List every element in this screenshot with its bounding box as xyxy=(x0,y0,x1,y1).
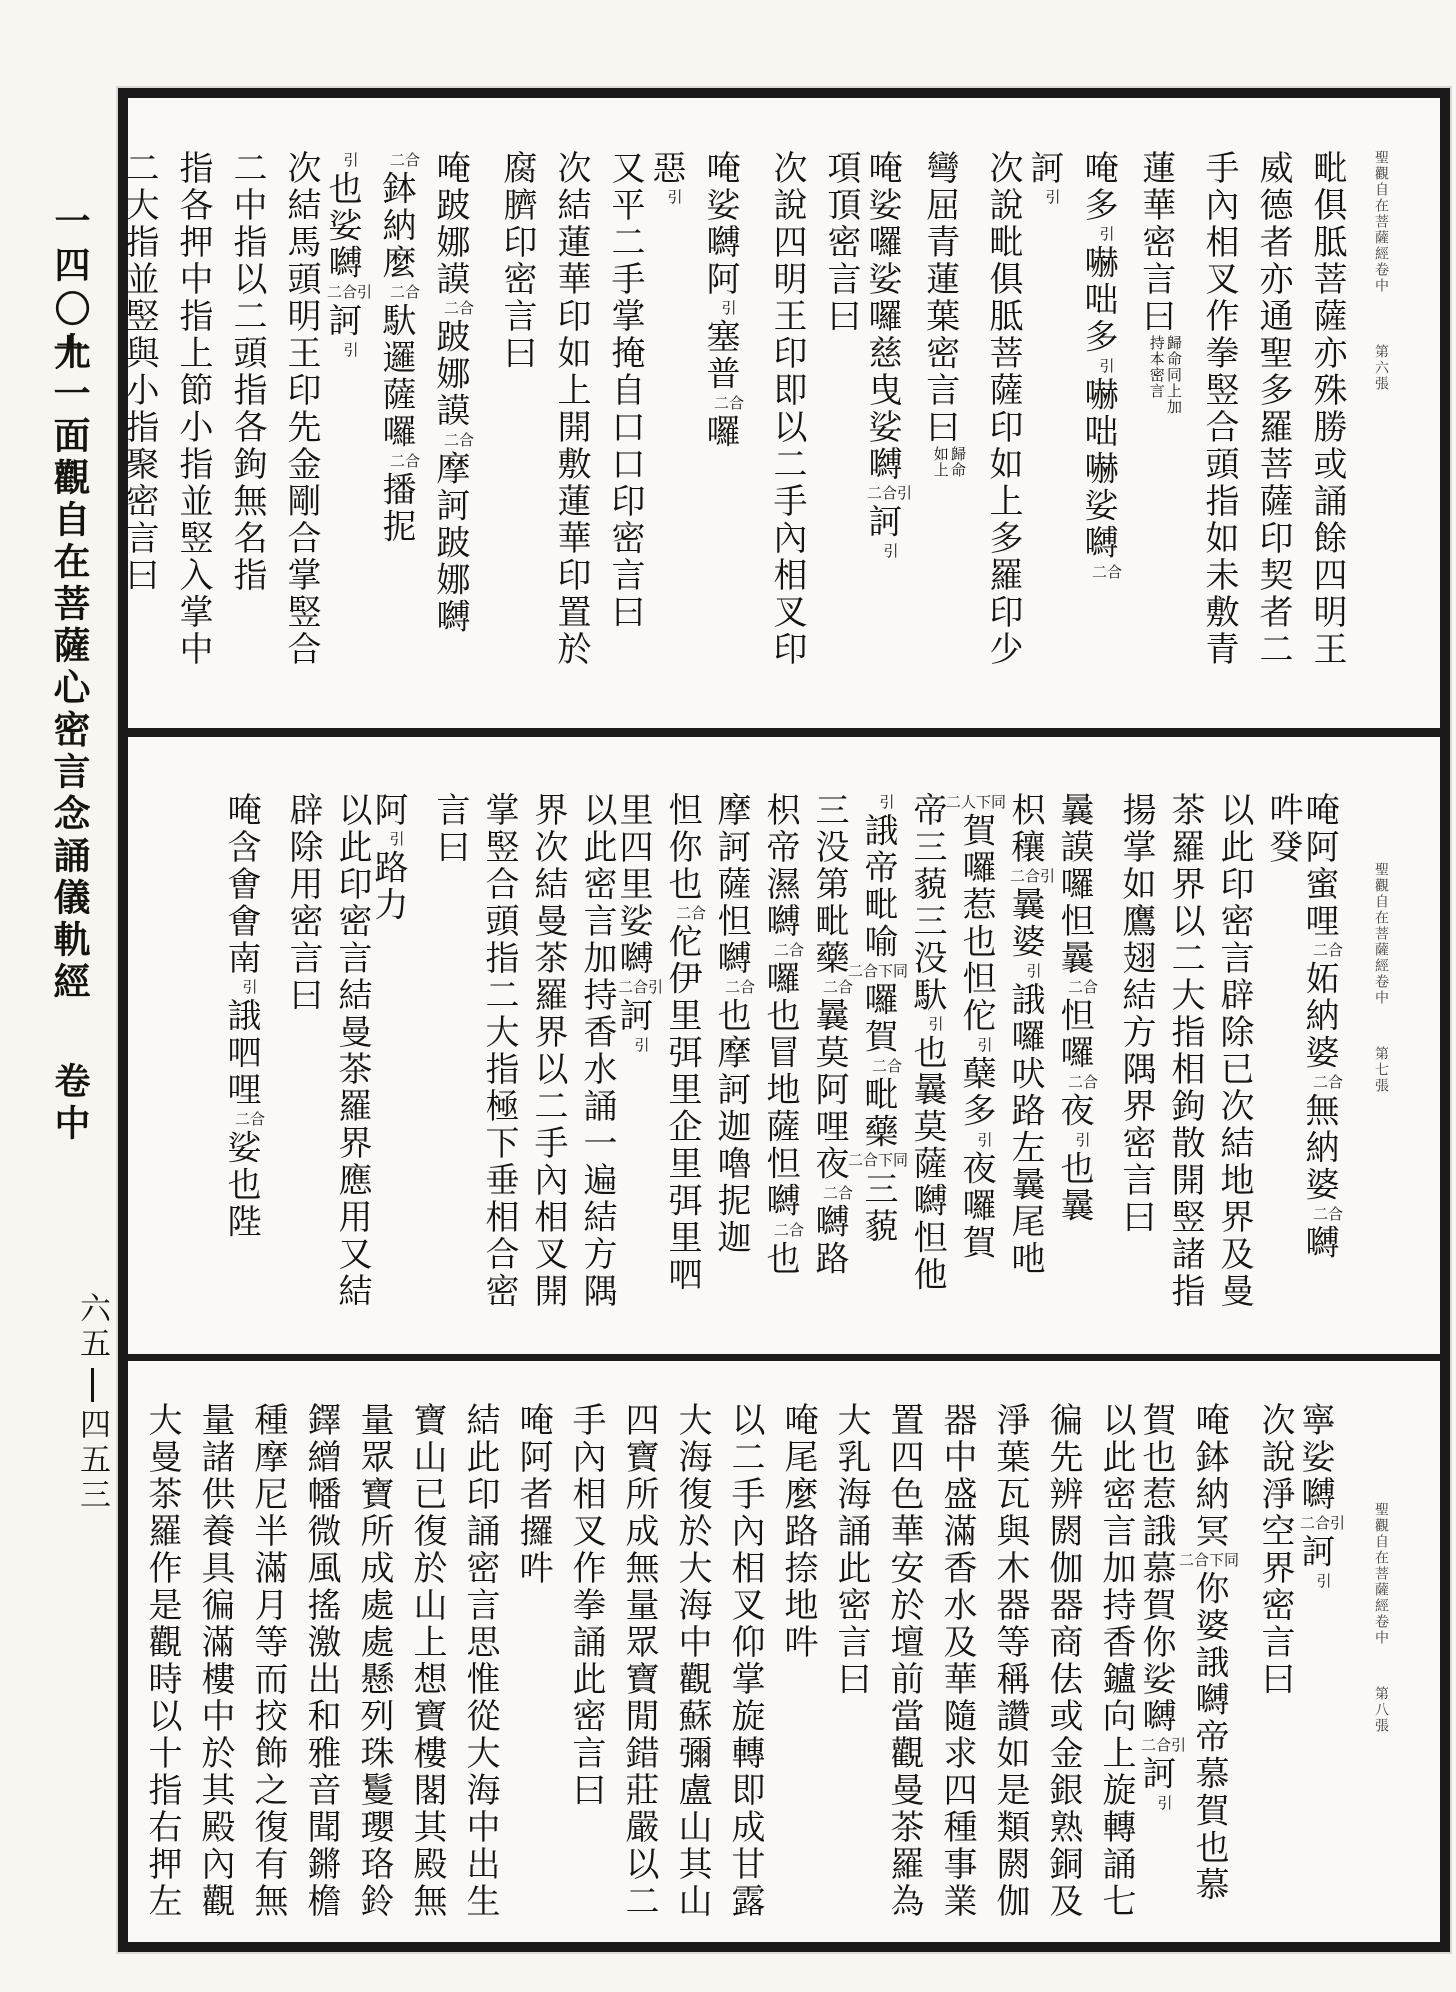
annotation-text: 引 xyxy=(721,299,737,317)
text-column xyxy=(921,1402,977,1947)
sutra-text: 誐囉吠路左曩尾吔 xyxy=(1005,981,1045,1278)
text-column xyxy=(516,792,568,1310)
sutra-text: 揚掌如鷹翅結方隅界密言曰 xyxy=(1116,792,1156,1236)
sutra-text: 項頂密言曰 xyxy=(821,150,861,335)
sutra-text: 三藐 xyxy=(858,1171,898,1246)
text-column xyxy=(966,150,1023,735)
sutra-text: 次說毗俱胝菩薩印如上多羅印少 xyxy=(983,150,1023,668)
sutra-text: 徧先辨閼伽器商佉或金銀熟銅及 xyxy=(1043,1402,1083,1920)
sutra-text: 毗俱胝菩薩亦殊勝或誦餘四明王 xyxy=(1307,150,1347,668)
sutra-text: 枳穰 xyxy=(1005,792,1045,866)
annotation-text: 引 xyxy=(1045,188,1061,206)
sutra-text: 以此印密言辟除已次結地界及曼 xyxy=(1214,792,1254,1310)
text-column xyxy=(908,792,957,1307)
text-column xyxy=(210,150,267,735)
text-column xyxy=(426,150,480,735)
sutra-text: 曩謨囉怛曩 xyxy=(1054,792,1094,977)
sutra-text: 次說淨空界密言曰 xyxy=(1255,1402,1295,1698)
sutra-text: 茶羅界以二大指相鉤散開竪諸指 xyxy=(1165,792,1205,1310)
sutra-text: 唵尾麼路捺地吽 xyxy=(778,1402,818,1661)
text-column xyxy=(762,1402,818,1947)
sutra-text: 次結馬頭明王印先金剛合掌竪合 xyxy=(281,150,321,668)
text-column xyxy=(603,1402,659,1947)
text-column xyxy=(858,150,912,735)
text-column xyxy=(232,1402,288,1947)
annotation-text: 引 xyxy=(977,1035,993,1054)
text-column xyxy=(338,1402,394,1947)
annotation-text: 二合 xyxy=(389,282,420,301)
sutra-text: 嚇咄嚇娑嚩 xyxy=(1078,376,1118,562)
text-column xyxy=(1080,1402,1136,1947)
text-column xyxy=(264,150,321,735)
text-column xyxy=(912,150,966,735)
spacer xyxy=(1380,792,1382,862)
sutra-text: 吽癹 xyxy=(1263,792,1303,866)
sutra-text: 界次結曼茶羅界以二手內相叉開 xyxy=(528,792,568,1310)
text-column xyxy=(156,150,213,735)
text-column xyxy=(1006,792,1055,1307)
spacer xyxy=(1380,1006,1382,1046)
text-block-2 xyxy=(221,792,1398,1310)
text-column xyxy=(1178,1402,1239,1947)
text-column xyxy=(709,1402,765,1947)
text-column xyxy=(1104,792,1156,1307)
sutra-text: 指各押中指上節小指並竪入掌中 xyxy=(173,150,213,668)
sutra-text: 嚇咄多 xyxy=(1078,244,1118,356)
annotation-text: 二合 xyxy=(1091,562,1122,581)
text-column xyxy=(1027,1402,1083,1947)
sutra-text: 唵多 xyxy=(1078,150,1118,224)
locator-dash xyxy=(91,1368,94,1402)
sutra-text: 言曰 xyxy=(430,792,470,866)
sutra-text: 彎屈青蓮葉密言曰 xyxy=(919,150,960,446)
text-column xyxy=(480,150,537,735)
text-column xyxy=(318,150,372,735)
page-frame xyxy=(118,88,1450,1952)
text-column xyxy=(750,150,807,735)
annotation-text: 二合引 xyxy=(326,282,372,301)
text-column xyxy=(588,150,645,735)
sutra-text: 二中指以二頭指各鉤無名指 xyxy=(227,150,267,594)
annotation-text: 二合 xyxy=(1312,1204,1343,1223)
sutra-text: 辟除用密言曰 xyxy=(283,792,323,1014)
sutra-text: 毗藥 xyxy=(858,1076,898,1151)
volume-number: 六五 xyxy=(74,1292,110,1362)
annotation-text: 二合引 xyxy=(1009,867,1055,885)
annotation-text: 二合 xyxy=(389,151,420,169)
page-locator xyxy=(74,1292,110,1513)
sutra-text: 也摩訶迦嚕抳迦 xyxy=(711,997,751,1257)
sutra-text: 種摩尼半滿月等而挍飾之復有無 xyxy=(248,1402,288,1920)
annotation-text: 二合 xyxy=(234,1109,265,1128)
text-column xyxy=(656,1402,712,1947)
sutra-text: 量眾寶所成處處懸列珠鬘瓔珞鈴 xyxy=(354,1402,394,1920)
sutra-text: 里四里娑嚩 xyxy=(613,792,653,977)
sutra-text: 四寶所成無量眾寶閒錯莊嚴以二 xyxy=(619,1402,659,1920)
annotation-text: 第七張 xyxy=(1373,1046,1389,1094)
text-column xyxy=(1128,150,1182,735)
register-separator-2 xyxy=(128,1354,1440,1361)
spacer xyxy=(1380,294,1382,344)
sutra-text: 塞普 xyxy=(700,318,740,393)
annotation-text: 二合 xyxy=(675,904,706,922)
text-column xyxy=(804,150,861,735)
sutra-text: 三没第毗藥 xyxy=(809,792,849,977)
sutra-text: 嚩路 xyxy=(809,1203,849,1278)
sutra-text: 佗伊里弭里企里弭里呬 xyxy=(662,923,702,1294)
annotation-text: 二合下同 xyxy=(1178,1551,1239,1569)
sutra-text: 寶山已復於山上想寶樓閣其殿無 xyxy=(407,1402,447,1920)
sutra-text: 唵阿者攞吽 xyxy=(513,1402,553,1587)
annotation-text: 引 xyxy=(1075,1130,1091,1149)
annotation-text: 歸命同上加 持本密言 xyxy=(1147,335,1183,415)
sutra-text: 你婆誐嚩帝慕賀也慕 xyxy=(1189,1570,1229,1904)
sutra-text: 蓮華密言曰 xyxy=(1135,150,1176,335)
text-column xyxy=(285,1402,341,1947)
folio-note-column xyxy=(1344,150,1398,735)
sutra-text: 嚩 xyxy=(1299,1224,1339,1262)
annotation-text: 引 xyxy=(977,1130,993,1149)
sutra-text: 掌竪合頭指二大指極下垂相合密 xyxy=(479,792,519,1310)
sutra-text: 枳帝濕嚩 xyxy=(760,792,800,940)
sutra-text: 以此印密言結曼茶羅界應用又結 xyxy=(332,792,372,1310)
sutra-text: 淨葉瓦與木器等稱讚如是類閼伽 xyxy=(990,1402,1030,1920)
sutra-text: 摩訶薩怛嚩 xyxy=(711,792,751,977)
text-column xyxy=(1055,792,1104,1307)
text-column xyxy=(179,1402,235,1947)
annotation-text: 二合 xyxy=(773,941,804,959)
sutra-text: 摩訶跛娜嚩 xyxy=(430,450,470,636)
sutra-text: 手內相叉作拳竪合頭指如未敷青 xyxy=(1199,150,1239,668)
annotation-text: 二合 xyxy=(871,1056,902,1075)
text-column xyxy=(1133,1402,1186,1947)
sutra-text: 威德者亦通聖多羅菩薩印契者二 xyxy=(1253,150,1293,668)
sutra-text: 囉也冒地薩怛嚩 xyxy=(760,960,800,1220)
text-column xyxy=(1236,150,1293,735)
annotation-text: 二合 xyxy=(1067,978,1098,996)
sutra-text: 無納婆 xyxy=(1299,1092,1339,1204)
sutra-text: 夜 xyxy=(1054,1092,1094,1130)
sutra-text: 以此密言加持香水誦一遍結方隅 xyxy=(577,792,617,1310)
annotation-text: 二合 xyxy=(822,978,853,996)
text-column xyxy=(550,1402,606,1947)
text-column xyxy=(1239,1402,1295,1947)
text-column xyxy=(663,792,712,1307)
sutra-text: 鐸繒幡微風搖激出和雅音聞鏘檐 xyxy=(301,1402,341,1920)
sutra-text: 唵娑嚩阿 xyxy=(700,150,740,298)
sutra-text: 帝三藐三没馱 xyxy=(907,792,947,1014)
sutra-text: 夜囉賀 xyxy=(956,1150,996,1262)
annotation-text: 引 xyxy=(1099,225,1115,243)
annotation-text: 聖觀自在菩薩經卷中 xyxy=(1373,1502,1389,1646)
sutra-text: 寧娑嚩 xyxy=(1295,1402,1335,1513)
annotation-text: 引 xyxy=(242,978,258,996)
text-column xyxy=(534,150,591,735)
annotation-text: 引 xyxy=(1099,356,1115,375)
annotation-text: 引 xyxy=(389,830,405,848)
sutra-text: 誐帝毗喻 xyxy=(858,812,898,961)
text-block-3 xyxy=(126,1402,1398,1947)
sutra-text: 惡 xyxy=(646,150,686,187)
sutra-text: 曩婆 xyxy=(1005,886,1045,961)
text-column xyxy=(614,792,663,1307)
sutra-text: 訶 xyxy=(1024,150,1064,187)
sutra-text: 鉢納麼 xyxy=(376,170,416,282)
sutra-text: 唵阿蜜哩 xyxy=(1299,792,1339,940)
sutra-text: 娑也陛 xyxy=(221,1129,261,1241)
text-column xyxy=(565,792,617,1310)
annotation-text: 二合下同 xyxy=(847,1151,908,1170)
sutra-text: 大海復於大海中觀蘇彌盧山其山 xyxy=(672,1402,712,1920)
annotation-text: 引 xyxy=(879,793,895,811)
text-column xyxy=(271,792,323,1307)
text-column xyxy=(810,792,859,1307)
text-column xyxy=(372,150,426,735)
sutra-text: 誐呬哩 xyxy=(221,997,261,1109)
folio-note-column xyxy=(1349,792,1398,1307)
text-column xyxy=(1300,792,1349,1307)
sutra-text: 次結蓮華印如上開敷蓮華印置於 xyxy=(551,150,591,668)
text-column xyxy=(815,1402,871,1947)
annotation-text: 二合引 xyxy=(617,978,663,996)
page-number: 四五三 xyxy=(74,1408,110,1513)
text-column xyxy=(1292,1402,1345,1947)
annotation-text: 第六張 xyxy=(1373,344,1389,392)
text-column xyxy=(847,792,908,1307)
sutra-text: 囉 xyxy=(700,413,740,451)
text-column xyxy=(712,792,761,1307)
sutra-text: 次說四明王印即以二手內相叉印 xyxy=(767,150,807,668)
sutra-text: 怛囉 xyxy=(1054,997,1094,1072)
sutra-text: 也曩莫薩嚩怛他 xyxy=(907,1034,947,1294)
sutra-text: 訶 xyxy=(1136,1755,1176,1793)
annotation-text: 二合 xyxy=(389,451,420,470)
text-column xyxy=(1182,150,1239,735)
annotation-text: 二人下同 xyxy=(945,793,1006,811)
text-column xyxy=(1251,792,1303,1307)
text-column xyxy=(126,1402,182,1947)
annotation-text: 二合 xyxy=(773,1220,804,1239)
sutra-text: 妬納婆 xyxy=(1299,960,1339,1072)
sutra-text: 播抳 xyxy=(376,471,416,546)
text-column xyxy=(391,1402,447,1947)
sutra-text: 賀也惹誐慕賀你娑嚩 xyxy=(1136,1402,1176,1735)
fascicle-label: 卷中 xyxy=(49,1062,91,1146)
sutra-text: 唵跛娜謨 xyxy=(430,150,470,298)
sutra-title: 十一面觀自在菩薩心密言念誦儀軌經 xyxy=(47,332,91,1004)
canon-number: 一四〇九 xyxy=(49,202,91,378)
annotation-text: 二合 xyxy=(724,978,755,996)
annotation-text: 二合 xyxy=(1067,1072,1098,1091)
sutra-text: 結此印誦密言思惟從大海中出生 xyxy=(460,1402,500,1920)
annotation-text: 二合引 xyxy=(866,484,912,502)
sutra-text: 大曼茶羅作是觀時以十指右押左 xyxy=(142,1402,182,1920)
spacer xyxy=(1380,1646,1382,1686)
text-column xyxy=(444,1402,500,1947)
sutra-text: 阿 xyxy=(368,792,408,829)
text-column xyxy=(467,792,519,1310)
text-column xyxy=(1020,150,1074,735)
sutra-text: 腐臍印密言曰 xyxy=(497,150,537,372)
sutra-text: 也 xyxy=(760,1240,800,1278)
text-column xyxy=(1074,150,1128,735)
text-column xyxy=(418,792,470,1307)
annotation-text: 引 xyxy=(883,541,899,560)
sutra-text: 馱邏薩囉 xyxy=(376,302,416,451)
sutra-text: 囉賀 xyxy=(858,981,898,1056)
annotation-text: 二合引 xyxy=(1299,1514,1345,1532)
sutra-text: 跛娜謨 xyxy=(430,318,470,430)
sutra-text: 大乳海誦此密言曰 xyxy=(831,1402,871,1698)
annotation-text: 引 xyxy=(343,151,359,169)
sutra-text: 二大指並竪與小指聚密言曰 xyxy=(119,150,159,594)
sutra-text: 曩莫阿哩夜 xyxy=(809,997,849,1183)
annotation-text: 二合 xyxy=(443,430,474,449)
sutra-text: 以二手內相叉仰掌旋轉即成甘露 xyxy=(725,1402,765,1920)
sutra-text: 唵娑囉娑囉慈曳娑嚩 xyxy=(862,150,902,483)
sutra-text: 器中盛滿香水及華隨求四種事業 xyxy=(937,1402,977,1920)
text-column xyxy=(642,150,696,735)
annotation-text: 第八張 xyxy=(1373,1686,1389,1734)
sutra-text: 置四色華安於壇前當觀曼茶羅為 xyxy=(884,1402,924,1920)
sutra-text: 量諸供養具徧滿樓中於其殿內觀 xyxy=(195,1402,235,1920)
sutra-text: 怛你也 xyxy=(662,792,702,903)
annotation-text: 引 xyxy=(1026,961,1042,980)
annotation-text: 引 xyxy=(1157,1793,1173,1812)
annotation-text: 引 xyxy=(928,1015,944,1033)
annotation-text: 二合 xyxy=(1312,941,1343,959)
text-column xyxy=(696,150,750,735)
annotation-text: 二合 xyxy=(713,393,744,412)
annotation-text: 引 xyxy=(343,340,359,359)
sutra-text: 唵鉢納冥 xyxy=(1189,1402,1229,1550)
annotation-text: 聖觀自在菩薩經卷中 xyxy=(1373,862,1389,1006)
sutra-text: 賀囉惹也怛佗 xyxy=(956,812,996,1035)
annotation-text: 二合 xyxy=(443,299,474,317)
sutra-text: 唵含㑹㑹南 xyxy=(221,792,261,977)
spacer xyxy=(1380,1402,1382,1502)
sutra-text: 訶 xyxy=(1295,1533,1335,1571)
annotation-text: 引 xyxy=(667,188,683,206)
text-column xyxy=(320,792,372,1310)
sutra-text: 路力 xyxy=(368,849,408,924)
text-column xyxy=(945,792,1006,1307)
text-column xyxy=(497,1402,553,1947)
annotation-text: 二合 xyxy=(822,1183,853,1202)
text-block-1 xyxy=(102,150,1398,735)
sutra-text: 以此密言加持香鑪向上旋轉誦七 xyxy=(1096,1402,1136,1920)
sutra-text: 又平二手掌掩自口口印密言曰 xyxy=(605,150,645,631)
annotation-text: 歸命 如上 xyxy=(931,446,967,478)
sutra-text: 也曩 xyxy=(1054,1150,1094,1225)
text-column xyxy=(1202,792,1254,1310)
text-column xyxy=(102,150,159,735)
text-column xyxy=(868,1402,924,1947)
text-column xyxy=(761,792,810,1307)
sutra-text: 也娑嚩 xyxy=(322,170,362,282)
annotation-text: 二合下同 xyxy=(847,961,908,980)
annotation-text: 聖觀自在菩薩經卷中 xyxy=(1373,150,1389,294)
sutra-text: 蘖多 xyxy=(956,1055,996,1130)
folio-note-column xyxy=(1345,1402,1398,1947)
text-column xyxy=(974,1402,1030,1947)
text-column xyxy=(1153,792,1205,1310)
sutra-text: 訶 xyxy=(322,302,362,340)
annotation-text: 二合 xyxy=(1312,1072,1343,1091)
annotation-text: 引 xyxy=(1316,1571,1332,1590)
annotation-text: 引 xyxy=(634,1035,650,1054)
annotation-text: 二合引 xyxy=(1140,1736,1186,1754)
sutra-text: 訶 xyxy=(613,997,653,1035)
text-column xyxy=(1290,150,1347,735)
sutra-text: 訶 xyxy=(862,503,902,541)
text-column xyxy=(222,792,271,1307)
sutra-text: 手內相叉作拳誦此密言曰 xyxy=(566,1402,606,1809)
text-column xyxy=(369,792,418,1307)
